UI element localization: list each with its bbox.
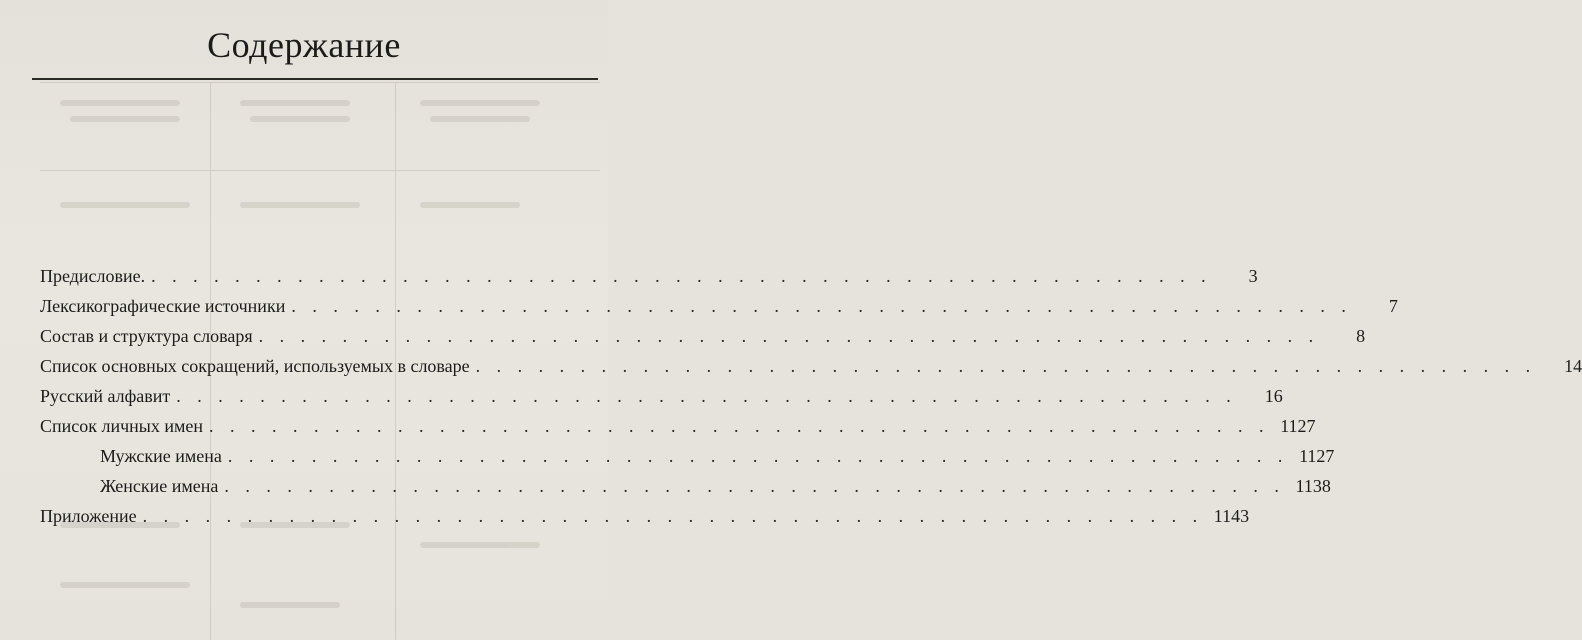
toc-leader-dots: . . . . . . . . . . . . . . . . . . . . . . . . . . . . . . . . . . . . . . . . . . . . . . . . . . . [227,446,1289,466]
toc-entry-page: 3 [1248,266,1258,286]
toc-entry-page: 1143 [1213,506,1250,526]
toc-leader-dots: . . . . . . . . . . . . . . . . . . . . . . . . . . . . . . . . . . . . . . . . . . . . . . . . . . . [475,356,1537,376]
toc-entry[interactable] [40,356,1582,384]
toc-entry-page: 16 [1264,386,1283,406]
toc-entry-page: 7 [1388,296,1398,316]
title-underline [32,78,598,80]
toc-entry[interactable] [40,266,1258,294]
toc-leader-dots: . . . . . . . . . . . . . . . . . . . . . . . . . . . . . . . . . . . . . . . . . . . . . . . . . . . [258,326,1320,346]
toc-entry-page: 1127 [1299,446,1335,466]
toc-entry[interactable] [40,386,1283,414]
toc-subentry[interactable] [100,476,1331,504]
toc-entry-title: Приложение [40,506,137,526]
toc-leader-dots: . . . . . . . . . . . . . . . . . . . . . . . . . . . . . . . . . . . . . . . . . . . . . . . . . . . [176,386,1237,406]
toc-leader-dots: . . . . . . . . . . . . . . . . . . . . . . . . . . . . . . . . . . . . . . . . . . . . . . . . . . . [142,506,1204,526]
toc-entry-page: 14 [1564,356,1582,376]
toc-entry-title: Предисловие. [40,266,146,286]
toc-entry-title: Список личных имен [40,416,204,436]
toc-entry-page: 1127 [1280,416,1316,436]
toc-entry[interactable] [40,506,1250,534]
toc-leader-dots: . . . . . . . . . . . . . . . . . . . . . . . . . . . . . . . . . . . . . . . . . . . . . . . . . . . [209,416,1270,436]
toc-entry-title: Женские имена [100,476,219,496]
toc-entry-title: Лексикографические источники [40,296,286,316]
toc-entry-page: 8 [1356,326,1366,346]
toc-leader-dots: . . . . . . . . . . . . . . . . . . . . . . . . . . . . . . . . . . . . . . . . . . . . . . . . . . . [224,476,1285,496]
page-title: Содержание [207,25,401,65]
toc-entry-title: Русский алфавит [40,386,171,406]
toc-entry[interactable] [40,416,1316,444]
toc-entry[interactable] [40,326,1366,354]
toc-entry-title: Список основных сокращений, используемых в словаре [40,356,470,376]
toc-entry-title: Состав и структура словаря [40,326,253,346]
toc-entry[interactable] [40,296,1398,324]
toc-entry-title: Мужские имена [100,446,222,466]
toc-leader-dots: . . . . . . . . . . . . . . . . . . . . . . . . . . . . . . . . . . . . . . . . . . . . . . . . . . . [291,296,1352,316]
toc-entry-page: 1138 [1295,476,1331,496]
toc-leader-dots: . . . . . . . . . . . . . . . . . . . . . . . . . . . . . . . . . . . . . . . . . . . . . . . . . . . [151,266,1212,286]
toc-subentry[interactable] [100,446,1335,474]
